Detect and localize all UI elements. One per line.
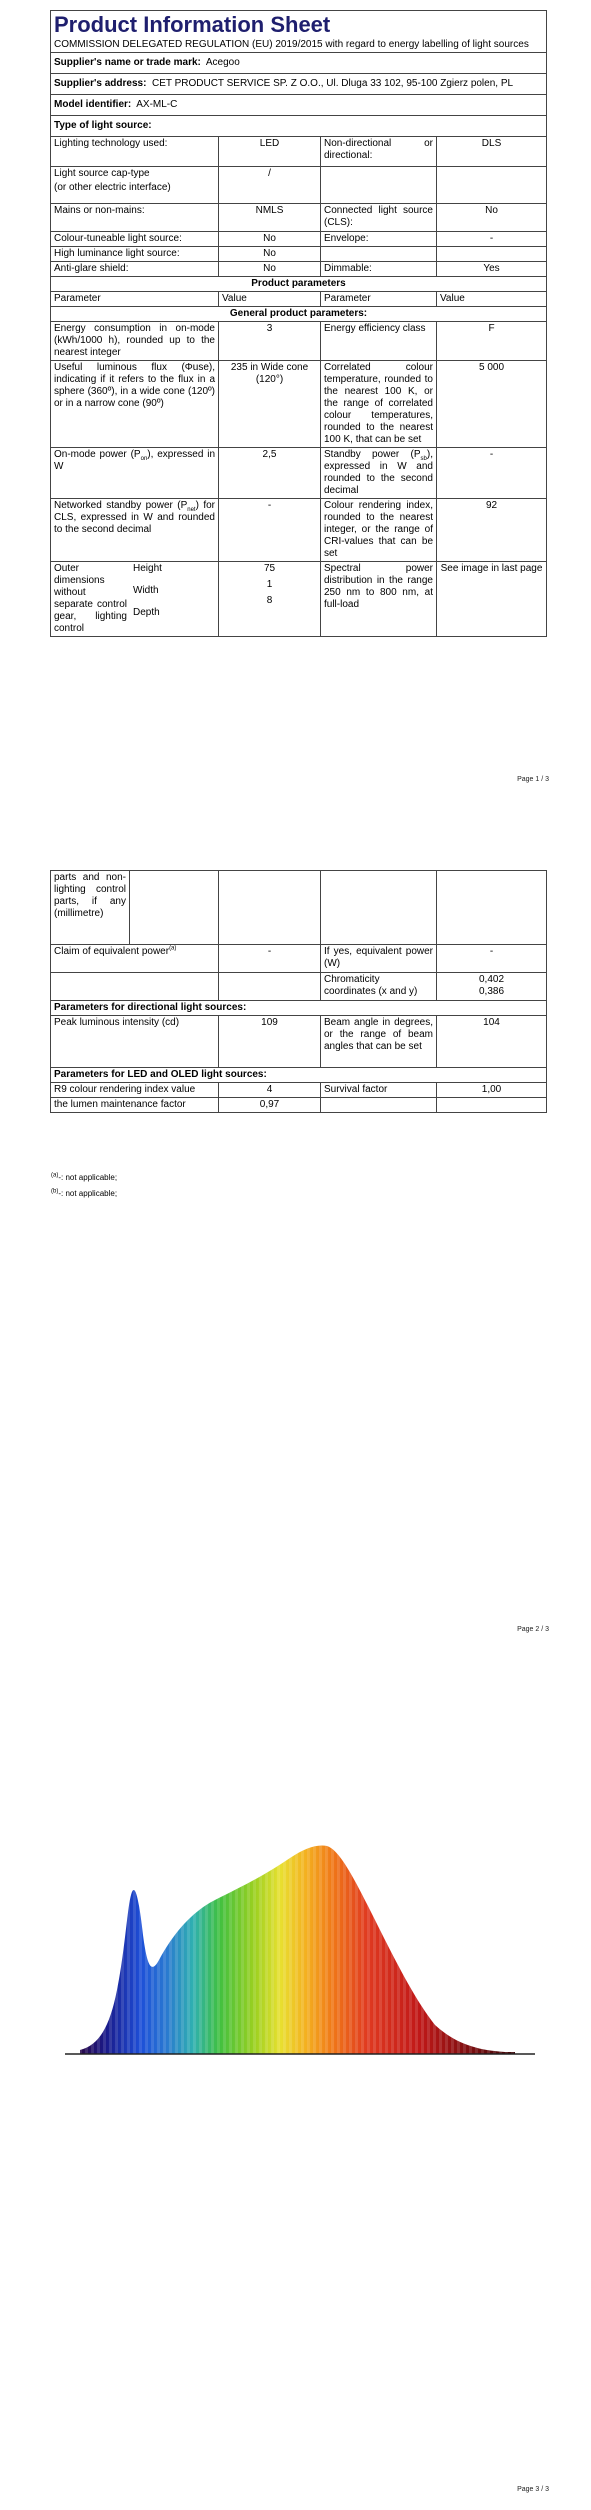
- mains-label: Mains or non-mains:: [51, 204, 219, 232]
- page-number-3: Page 3 / 3: [517, 2486, 549, 2493]
- mains-value: NMLS: [219, 204, 321, 232]
- general-params-title: General product parameters:: [51, 307, 547, 322]
- beam-angle-label: Beam angle in degrees, or the range of beam angles that can be set: [321, 1016, 437, 1068]
- supplier-name-value: Acegoo: [205, 57, 240, 68]
- networked-standby-value: -: [219, 499, 321, 562]
- colour-tuneable-label: Colour-tuneable light source:: [51, 232, 219, 247]
- colour-tuneable-value: No: [219, 232, 321, 247]
- cap-type-label-line-2: (or other electric interface): [54, 182, 171, 193]
- col-value-header-2: Value: [437, 292, 547, 307]
- high-luminance-label: High luminance light source:: [51, 247, 219, 262]
- type-row: [51, 116, 547, 137]
- col-parameter-header-2: Parameter: [321, 292, 437, 307]
- height-value: 75: [263, 563, 276, 574]
- page-number-1: Page 1 / 3: [517, 776, 549, 783]
- high-luminance-value: No: [219, 247, 321, 262]
- lumen-maintenance-value: 0,97: [219, 1098, 321, 1113]
- directional-params-title: Parameters for directional light sources:: [51, 1001, 547, 1016]
- depth-label: Depth: [133, 607, 160, 618]
- equivalent-power-value: -: [437, 945, 547, 973]
- supplier-name-label: Supplier's name or trade mark:: [54, 57, 201, 68]
- lighting-tech-label: Lighting technology used:: [51, 137, 219, 167]
- cri-value: 92: [437, 499, 547, 562]
- energy-consumption-label: Energy consumption in on-mode (kWh/1000 h), rounded up to the nearest integer: [51, 322, 219, 361]
- type-label: Type of light source:: [54, 120, 152, 131]
- standby-power-value: -: [437, 448, 547, 499]
- info-table-page-1: [50, 10, 547, 637]
- on-mode-power-value: 2,5: [219, 448, 321, 499]
- supplier-address-label: Supplier's address:: [54, 78, 147, 89]
- width-value: 1: [266, 579, 273, 590]
- envelope-label: Envelope:: [321, 232, 437, 247]
- dimension-values-cell: [219, 562, 321, 637]
- non-directional-value: DLS: [437, 137, 547, 167]
- anti-glare-label: Anti-glare shield:: [51, 262, 219, 277]
- cls-label: Connected light source (CLS):: [321, 204, 437, 232]
- peak-intensity-label: Peak luminous intensity (cd): [51, 1016, 219, 1068]
- cls-value: No: [437, 204, 547, 232]
- model-row: [51, 95, 547, 116]
- lumen-maintenance-label: the lumen maintenance factor: [51, 1098, 219, 1113]
- chromaticity-value: [437, 973, 547, 1001]
- on-mode-power-label: On-mode power $(P_{on})$, expressed in W: [51, 448, 219, 499]
- supplier-address-value: CET PRODUCT SERVICE SP. Z O.O., Ul. Dluga 33 102, 95-100 Zgierz polen, PL: [151, 78, 514, 89]
- r9-label: R9 colour rendering index value: [51, 1083, 219, 1098]
- cri-label: Colour rendering index, rounded to the nearest integer, or the range of CRI-values that can be set: [321, 499, 437, 562]
- note-a: $^{(a)}$-: not applicable;: [51, 1172, 118, 1182]
- survival-factor-label: Survival factor: [321, 1083, 437, 1098]
- survival-factor-value: 1,00: [437, 1083, 547, 1098]
- energy-consumption-value: 3: [219, 322, 321, 361]
- non-directional-label: Non-directional or directional:: [321, 137, 437, 167]
- product-params-title: Product parameters: [51, 277, 547, 292]
- efficiency-class-value: F: [437, 322, 547, 361]
- page-title: Product Information Sheet: [54, 12, 331, 37]
- efficiency-class-label: Energy efficiency class: [321, 322, 437, 361]
- width-label: Width: [133, 585, 159, 596]
- luminous-flux-label: Useful luminous flux (Φuse), indicating if it refers to the flux in a sphere (360º), in a wide cone (120º) or in a narrow cone (90º): [51, 361, 219, 448]
- info-table-page-2: [50, 870, 547, 1113]
- beam-angle-value: 104: [437, 1016, 547, 1068]
- regulation-text: COMMISSION DELEGATED REGULATION (EU) 2019/2015 with regard to energy labelling of light sources: [54, 39, 529, 50]
- col-value-header: Value: [219, 292, 321, 307]
- supplier-address-row: [51, 74, 547, 95]
- led-params-title: Parameters for LED and OLED light sources:: [51, 1068, 547, 1083]
- luminous-flux-value: 235 in Wide cone (120°): [219, 361, 321, 448]
- standby-power-label: Standby power $(P_{sb})$, expressed in W and rounded to the second decimal: [321, 448, 437, 499]
- outer-dimensions-cell: [51, 562, 219, 637]
- page-2: [0, 860, 591, 1650]
- equivalent-claim-label: Claim of equivalent power$^{(a)}$: [51, 945, 219, 973]
- spectral-distribution-image: [55, 1840, 545, 2060]
- page-1: [0, 0, 591, 790]
- cap-type-label-line-1: Light source cap-type: [54, 168, 150, 179]
- model-value: AX-ML-C: [136, 99, 178, 110]
- equivalent-power-label: If yes, equivalent power (W): [321, 945, 437, 973]
- outer-dimensions-label-cont: parts and non-lighting control parts, if any (millimetre): [51, 871, 130, 945]
- page-number-2: Page 2 / 3: [517, 1626, 549, 1633]
- header-cell: [51, 11, 547, 53]
- depth-value: 8: [266, 595, 273, 606]
- supplier-name-row: [51, 53, 547, 74]
- chromaticity-x: 0,402: [478, 974, 505, 985]
- r9-value: 4: [219, 1083, 321, 1098]
- lighting-tech-value: LED: [219, 137, 321, 167]
- note-b: $^{(b)}$-: not applicable;: [51, 1188, 118, 1198]
- spectrum-graphic: [55, 1840, 545, 2060]
- col-parameter-header: Parameter: [51, 292, 219, 307]
- dimmable-label: Dimmable:: [321, 262, 437, 277]
- equivalent-claim-value: -: [219, 945, 321, 973]
- cct-value: 5 000: [437, 361, 547, 448]
- spd-label: Spectral power distribution in the range 250 nm to 800 nm, at full-load: [321, 562, 437, 637]
- cap-type-value: /: [219, 167, 321, 204]
- page-3: [0, 1720, 591, 2510]
- chromaticity-y: 0,386: [478, 986, 505, 997]
- peak-intensity-value: 109: [219, 1016, 321, 1068]
- spd-value: See image in last page: [437, 562, 547, 637]
- cap-type-label: [51, 167, 219, 204]
- anti-glare-value: No: [219, 262, 321, 277]
- outer-dimensions-label: Outer dimensions without separate control gear, lighting control: [54, 563, 127, 634]
- height-label: Height: [133, 563, 162, 574]
- model-label: Model identifier:: [54, 99, 132, 110]
- dimmable-value: Yes: [437, 262, 547, 277]
- chromaticity-label: Chromaticity coordinates (x and y): [321, 973, 437, 1001]
- networked-standby-label: Networked standby power $(P_{net})$ for CLS, expressed in W and rounded to the second decimal: [51, 499, 219, 562]
- envelope-value: -: [437, 232, 547, 247]
- cct-label: Correlated colour temperature, rounded to the nearest 100 K, or the range of correlated colour temperatures, rounded to the nearest 100 K, that can be set: [321, 361, 437, 448]
